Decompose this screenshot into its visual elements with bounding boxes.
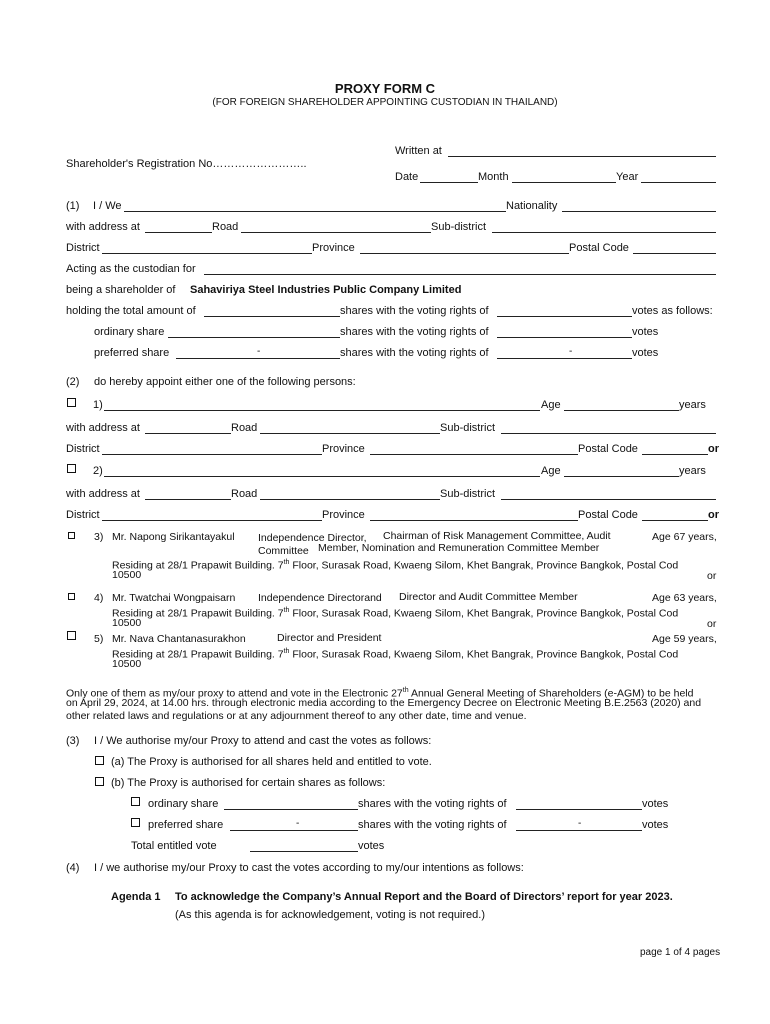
agenda-1-note: (As this agenda is for acknowledgement, voting is not required.) (175, 909, 485, 921)
proxy-4-residence: Residing at 28/1 Prapawit Building. 7th Floor, Surasak Road, Kwaeng Silom, Khet Bangrak, Province Bangkok, Postal Cod (112, 607, 679, 620)
proxy-1-district-label: District (66, 443, 100, 455)
proxy-2-district-field[interactable] (102, 520, 322, 521)
year-field[interactable] (641, 182, 716, 183)
proxy-5-role-a: Director and President (277, 632, 382, 644)
proxy-2-number: 2) (93, 465, 103, 477)
proxy-2-postal-field[interactable] (642, 520, 708, 521)
proxy-2-checkbox[interactable] (67, 464, 76, 473)
proxy-1-checkbox[interactable] (67, 398, 76, 407)
proxy-4-role-a: Independence Directorand (258, 592, 382, 604)
proxy-4-name: Mr. Twatchai Wongpaisarn (112, 592, 236, 604)
proxy-2-subdistrict-label: Sub-district (440, 488, 496, 500)
proxy-1-district-field[interactable] (102, 454, 322, 455)
proxy-5-number: 5) (94, 633, 104, 645)
option-b-ordinary-votes-label: votes (642, 798, 669, 810)
total-vote-label: Total entitled vote (131, 840, 217, 852)
meeting-paragraph-line-3: other related laws and regulations or at any adjournment thereof to any other date, time and venue. (66, 710, 527, 722)
intentions-intro: I / we authorise my/our Proxy to cast the votes according to my/our intentions as follows: (94, 862, 524, 874)
option-b-checkbox[interactable] (95, 777, 104, 786)
date-label: Date (395, 171, 419, 183)
year-label: Year (616, 171, 639, 183)
proxy-1-age-field[interactable] (564, 410, 679, 411)
road-label: Road (212, 221, 239, 233)
option-b-ordinary-checkbox[interactable] (131, 797, 140, 806)
total-vote-field[interactable] (250, 851, 358, 852)
option-b-preferred-label: preferred share (148, 819, 224, 831)
option-b-ordinary-votes-field[interactable] (516, 809, 642, 810)
proxy-4-number: 4) (94, 592, 104, 604)
subdistrict-label: Sub-district (431, 221, 487, 233)
proxy-1-address-field[interactable] (145, 433, 231, 434)
proxy-5-name: Mr. Nava Chantanasurakhon (112, 633, 246, 645)
postal-code-field[interactable] (633, 253, 716, 254)
section-1-number: (1) (66, 200, 80, 212)
proxy-3-residence: Residing at 28/1 Prapawit Building. 7th Floor, Surasak Road, Kwaeng Silom, Khet Bangrak, Province Bangkok, Postal Cod (112, 559, 679, 572)
ordinary-voting-label: shares with the voting rights of (340, 326, 489, 338)
proxy-1-province-label: Province (322, 443, 365, 455)
custodian-label: Acting as the custodian for (66, 263, 196, 275)
proxy-3-age: Age 67 years, (652, 531, 717, 543)
proxy-4-age: Age 63 years, (652, 592, 717, 604)
ordinary-votes-label: votes (632, 326, 659, 338)
agenda-1-title: To acknowledge the Company’s Annual Report and the Board of Directors’ report for year 2023. (175, 891, 673, 903)
option-b-preferred-votes-label: votes (642, 819, 669, 831)
proxy-2-address-field[interactable] (145, 499, 231, 500)
month-field[interactable] (512, 182, 616, 183)
company-name: Sahaviriya Steel Industries Public Company Limited (190, 284, 462, 296)
option-b-preferred-votes-dash: - (578, 818, 582, 829)
district-field[interactable] (102, 253, 312, 254)
option-b-label: (b) The Proxy is authorised for certain shares as follows: (111, 777, 386, 789)
address-label: with address at (66, 221, 140, 233)
subdistrict-field[interactable] (492, 232, 716, 233)
proxy-3-name: Mr. Napong Sirikantayakul (112, 531, 235, 543)
proxy-2-age-field[interactable] (564, 476, 679, 477)
section-3-number: (3) (66, 735, 80, 747)
proxy-2-district-label: District (66, 509, 100, 521)
votes-as-follows-label: votes as follows: (632, 305, 713, 317)
proxy-3-role-b: Chairman of Risk Management Committee, Audit (383, 530, 611, 542)
province-field[interactable] (360, 253, 569, 254)
proxy-4-role-b: Director and Audit Committee Member (399, 591, 578, 603)
page-number: page 1 of 4 pages (640, 947, 721, 958)
total-votes-field[interactable] (497, 316, 632, 317)
proxy-2-age-label: Age (541, 465, 561, 477)
preferred-votes-dash: - (569, 346, 573, 357)
proxy-1-or: or (708, 443, 719, 455)
proxy-5-age: Age 59 years, (652, 633, 717, 645)
preferred-share-field[interactable] (176, 358, 340, 359)
month-label: Month (478, 171, 509, 183)
proxy-2-province-label: Province (322, 509, 365, 521)
ordinary-share-field[interactable] (168, 337, 340, 338)
proxy-3-role-d: Member, Nomination and Remuneration Committee Member (318, 542, 600, 554)
total-votes-label: votes (358, 840, 385, 852)
proxy-2-postal-label: Postal Code (578, 509, 638, 521)
proxy-3-postal: 10500 (112, 569, 142, 581)
option-a-label: (a) The Proxy is authorised for all shares held and entitled to vote. (111, 756, 432, 768)
shareholder-of-label: being a shareholder of (66, 284, 176, 296)
option-b-preferred-votes-field[interactable] (516, 830, 642, 831)
proxy-4-postal: 10500 (112, 617, 142, 629)
proxy-1-number: 1) (93, 399, 103, 411)
ordinary-share-label: ordinary share (94, 326, 165, 338)
preferred-voting-label: shares with the voting rights of (340, 347, 489, 359)
total-shares-field[interactable] (204, 316, 340, 317)
proxy-1-subdistrict-label: Sub-district (440, 422, 496, 434)
nationality-field[interactable] (562, 211, 716, 212)
proxy-2-province-field[interactable] (370, 520, 578, 521)
written-at-label: Written at (395, 145, 442, 157)
proxy-2-or: or (708, 509, 719, 521)
option-b-preferred-dash: - (296, 818, 300, 829)
proxy-5-postal: 10500 (112, 658, 142, 670)
proxy-2-address-label: with address at (66, 488, 140, 500)
proxy-2-subdistrict-field[interactable] (501, 499, 716, 500)
proxy-3-or: or (707, 570, 717, 582)
proxy-3-number: 3) (94, 531, 104, 543)
agenda-1-label: Agenda 1 (111, 891, 161, 903)
proxy-3-checkbox[interactable] (68, 532, 75, 539)
shares-voting-label: shares with the voting rights of (340, 305, 489, 317)
holding-label: holding the total amount of (66, 305, 196, 317)
proxy-1-province-field[interactable] (370, 454, 578, 455)
address-field[interactable] (145, 232, 212, 233)
option-a-checkbox[interactable] (95, 756, 104, 765)
proxy-1-years-label: years (679, 399, 706, 411)
option-b-preferred-voting-label: shares with the voting rights of (358, 819, 507, 831)
proxy-1-postal-label: Postal Code (578, 443, 638, 455)
proxy-2-road-field[interactable] (260, 499, 440, 500)
meeting-paragraph-line-2: on April 29, 2024, at 14.00 hrs. through electronic media according to the Emergency Decree on Electronic Meeting B.E.2563 (2020) and (66, 697, 702, 709)
proxy-1-subdistrict-field[interactable] (501, 433, 716, 434)
proxy-5-residence: Residing at 28/1 Prapawit Building. 7th Floor, Surasak Road, Kwaeng Silom, Khet Bangrak, Province Bangkok, Postal Cod (112, 648, 679, 661)
custodian-field[interactable] (204, 274, 716, 275)
proxy-1-postal-field[interactable] (642, 454, 708, 455)
proxy-3-role-a: Independence Director, (258, 532, 367, 544)
proxy-1-road-label: Road (231, 422, 258, 434)
option-b-ordinary-voting-label: shares with the voting rights of (358, 798, 507, 810)
preferred-share-label: preferred share (94, 347, 170, 359)
proxy-1-road-field[interactable] (260, 433, 440, 434)
preferred-votes-label: votes (632, 347, 659, 359)
date-field[interactable] (420, 182, 478, 183)
proxy-4-or: or (707, 618, 717, 630)
proxy-1-age-label: Age (541, 399, 561, 411)
form-subtitle: (FOR FOREIGN SHAREHOLDER APPOINTING CUSTODIAN IN THAILAND) (212, 97, 558, 108)
written-at-field[interactable] (448, 156, 716, 157)
appoint-intro: do hereby appoint either one of the following persons: (94, 376, 356, 388)
option-b-ordinary-field[interactable] (224, 809, 358, 810)
registration-no-label: Shareholder's Registration No…………………….. (66, 158, 307, 170)
district-label: District (66, 242, 100, 254)
proxy-3-role-c: Committee (258, 545, 309, 557)
road-field[interactable] (241, 232, 431, 233)
ordinary-votes-field[interactable] (497, 337, 632, 338)
form-title: PROXY FORM C (334, 81, 436, 96)
option-b-ordinary-label: ordinary share (148, 798, 219, 810)
proxy-5-checkbox[interactable] (67, 631, 76, 640)
preferred-votes-field[interactable] (497, 358, 632, 359)
option-b-preferred-checkbox[interactable] (131, 818, 140, 827)
meeting-paragraph-line-1: Only one of them as my/our proxy to attend and vote in the Electronic 27th Annual General Meeting of Shareholders (e-AGM) to be held (66, 687, 694, 700)
proxy-1-address-label: with address at (66, 422, 140, 434)
proxy-2-road-label: Road (231, 488, 258, 500)
proxy-2-years-label: years (679, 465, 706, 477)
nationality-label: Nationality (506, 200, 558, 212)
section-2-number: (2) (66, 376, 80, 388)
proxy-4-checkbox[interactable] (68, 593, 75, 600)
name-field[interactable] (124, 211, 506, 212)
province-label: Province (312, 242, 355, 254)
option-b-preferred-field[interactable] (230, 830, 358, 831)
iwe-label: I / We (93, 200, 122, 212)
authorise-intro: I / We authorise my/our Proxy to attend and cast the votes as follows: (94, 735, 432, 747)
postal-code-label: Postal Code (569, 242, 629, 254)
section-4-number: (4) (66, 862, 80, 874)
preferred-share-dash: - (257, 346, 261, 357)
proxy-2-name-field[interactable] (104, 476, 540, 477)
proxy-1-name-field[interactable] (104, 410, 540, 411)
